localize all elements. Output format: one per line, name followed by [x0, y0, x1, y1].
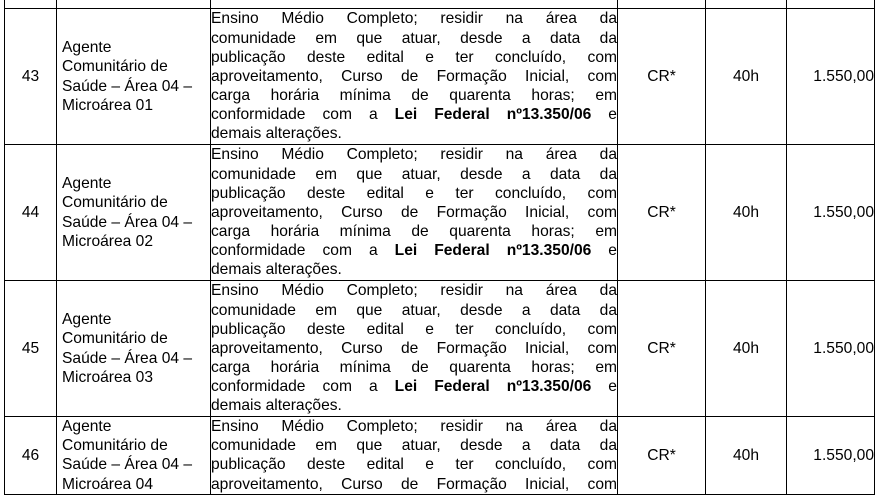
- requirements-text: e: [591, 242, 617, 260]
- cargo-line: Comunitário de: [62, 437, 168, 455]
- cargo-line: Agente: [62, 39, 112, 57]
- cargo-cell: [57, 145, 211, 281]
- cargo-line: Saúde – Área 04 –: [62, 77, 193, 95]
- requirements-line: carga horária mínima de quarenta horas; em: [211, 87, 617, 105]
- table-row: [5, 281, 875, 417]
- carga-horaria-value: 40h: [732, 203, 760, 221]
- cargo-cell: [57, 9, 211, 145]
- vagas-cell: [618, 417, 706, 495]
- vencimento-cell: [787, 9, 875, 145]
- requirements-line-law: [211, 105, 617, 124]
- vagas-cell: [618, 281, 706, 417]
- requirements-line: aproveitamento, Curso de Formação Inicial, com: [211, 203, 617, 221]
- cargo-line: Agente: [62, 418, 112, 435]
- requirements-line: comunidade em que atuar, desde a data da: [211, 301, 617, 319]
- law-reference: Lei Federal nº13.350/06: [394, 378, 592, 396]
- vacancy-table: [4, 0, 875, 495]
- row-number-cell: [5, 281, 57, 417]
- requirements-line: publicação deste edital e ter concluído, com: [211, 456, 617, 474]
- cargo-line: Microárea 02: [62, 232, 154, 250]
- carga-horaria-cell: [706, 9, 787, 145]
- cargo-line: Microárea 01: [62, 96, 154, 114]
- requirements-line: publicação deste edital e ter concluído, com: [211, 184, 617, 202]
- carga-horaria-cell: [706, 417, 787, 495]
- vencimento-value: 1.550,00: [813, 67, 874, 85]
- vagas-value: CR*: [647, 339, 676, 357]
- requirements-line: comunidade em que atuar, desde a data da: [211, 437, 617, 455]
- row-number-cell: [5, 145, 57, 281]
- cargo-cell: [57, 281, 211, 417]
- requirements-line: publicação deste edital e ter concluído, com: [211, 320, 617, 338]
- vencimento-value: 1.550,00: [813, 446, 874, 464]
- cargo-line: Agente: [62, 311, 112, 329]
- row-number-cell: [5, 9, 57, 145]
- row-number-cell: [5, 417, 57, 495]
- vagas-cell: [618, 145, 706, 281]
- carga-horaria-cell: [706, 145, 787, 281]
- cargo-line: Comunitário de: [62, 58, 168, 76]
- vencimento-cell: [787, 145, 875, 281]
- requirements-text: e: [591, 378, 617, 396]
- vencimento-value: 1.550,00: [813, 203, 874, 221]
- requirements-cell: [211, 417, 618, 495]
- cargo-line: Microárea 04: [62, 475, 154, 493]
- requirements-line: publicação deste edital e ter concluído, com: [211, 48, 617, 66]
- requirements-cell: [211, 145, 618, 281]
- row-number: 45: [21, 339, 40, 357]
- requirements-line-law: [211, 241, 617, 260]
- vencimento-value: 1.550,00: [813, 339, 874, 357]
- row-number: 44: [21, 203, 40, 221]
- carga-horaria-value: 40h: [732, 67, 760, 85]
- vagas-value: CR*: [647, 67, 676, 85]
- requirements-line: aproveitamento, Curso de Formação Inicial, com: [211, 475, 617, 493]
- requirements-line: Ensino Médio Completo; residir na área da: [211, 146, 617, 164]
- requirements-line: comunidade em que atuar, desde a data da: [211, 165, 617, 183]
- requirements-text: e: [591, 106, 617, 124]
- carga-horaria-value: 40h: [732, 446, 760, 464]
- row-number: 43: [21, 67, 40, 85]
- requirements-text: conformidade com a: [211, 242, 395, 260]
- requirements-line: demais alterações.: [211, 261, 342, 279]
- cargo-cell: [57, 417, 211, 495]
- requirements-text: conformidade com a: [211, 378, 395, 396]
- cargo-line: Saúde – Área 04 –: [62, 456, 193, 474]
- requirements-line: carga horária mínima de quarenta horas; em: [211, 223, 617, 241]
- requirements-line: Ensino Médio Completo; residir na área da: [211, 10, 617, 28]
- table-row: [5, 145, 875, 281]
- row-number: 46: [21, 446, 40, 464]
- requirements-line: comunidade em que atuar, desde a data da: [211, 29, 617, 47]
- cargo-line: Comunitário de: [62, 330, 168, 348]
- requirements-text: conformidade com a: [211, 106, 395, 124]
- requirements-line: aproveitamento, Curso de Formação Inicial, com: [211, 339, 617, 357]
- vagas-value: CR*: [647, 203, 676, 221]
- cargo-line: Microárea 03: [62, 368, 154, 386]
- cargo-line: Saúde – Área 04 –: [62, 349, 193, 367]
- requirements-cell: [211, 281, 618, 417]
- requirements-line: carga horária mínima de quarenta horas; em: [211, 359, 617, 377]
- table-row: [5, 9, 875, 145]
- carga-horaria-value: 40h: [732, 339, 760, 357]
- cargo-line: Agente: [62, 175, 112, 193]
- law-reference: Lei Federal nº13.350/06: [394, 106, 592, 124]
- carga-horaria-cell: [706, 281, 787, 417]
- requirements-line: Ensino Médio Completo; residir na área da: [211, 282, 617, 300]
- table-row: [5, 417, 875, 495]
- requirements-line: demais alterações.: [211, 397, 342, 415]
- requirements-line: aproveitamento, Curso de Formação Inicial, com: [211, 67, 617, 85]
- cargo-line: Comunitário de: [62, 194, 168, 212]
- requirements-line: demais alterações.: [211, 125, 342, 143]
- vencimento-cell: [787, 417, 875, 495]
- vencimento-cell: [787, 281, 875, 417]
- requirements-line: Ensino Médio Completo; residir na área da: [211, 418, 617, 435]
- vagas-value: CR*: [647, 446, 676, 464]
- requirements-line-law: [211, 377, 617, 396]
- law-reference: Lei Federal nº13.350/06: [394, 242, 592, 260]
- cargo-line: Saúde – Área 04 –: [62, 213, 193, 231]
- table-row-partial: [5, 0, 875, 9]
- vagas-cell: [618, 9, 706, 145]
- requirements-cell: [211, 9, 618, 145]
